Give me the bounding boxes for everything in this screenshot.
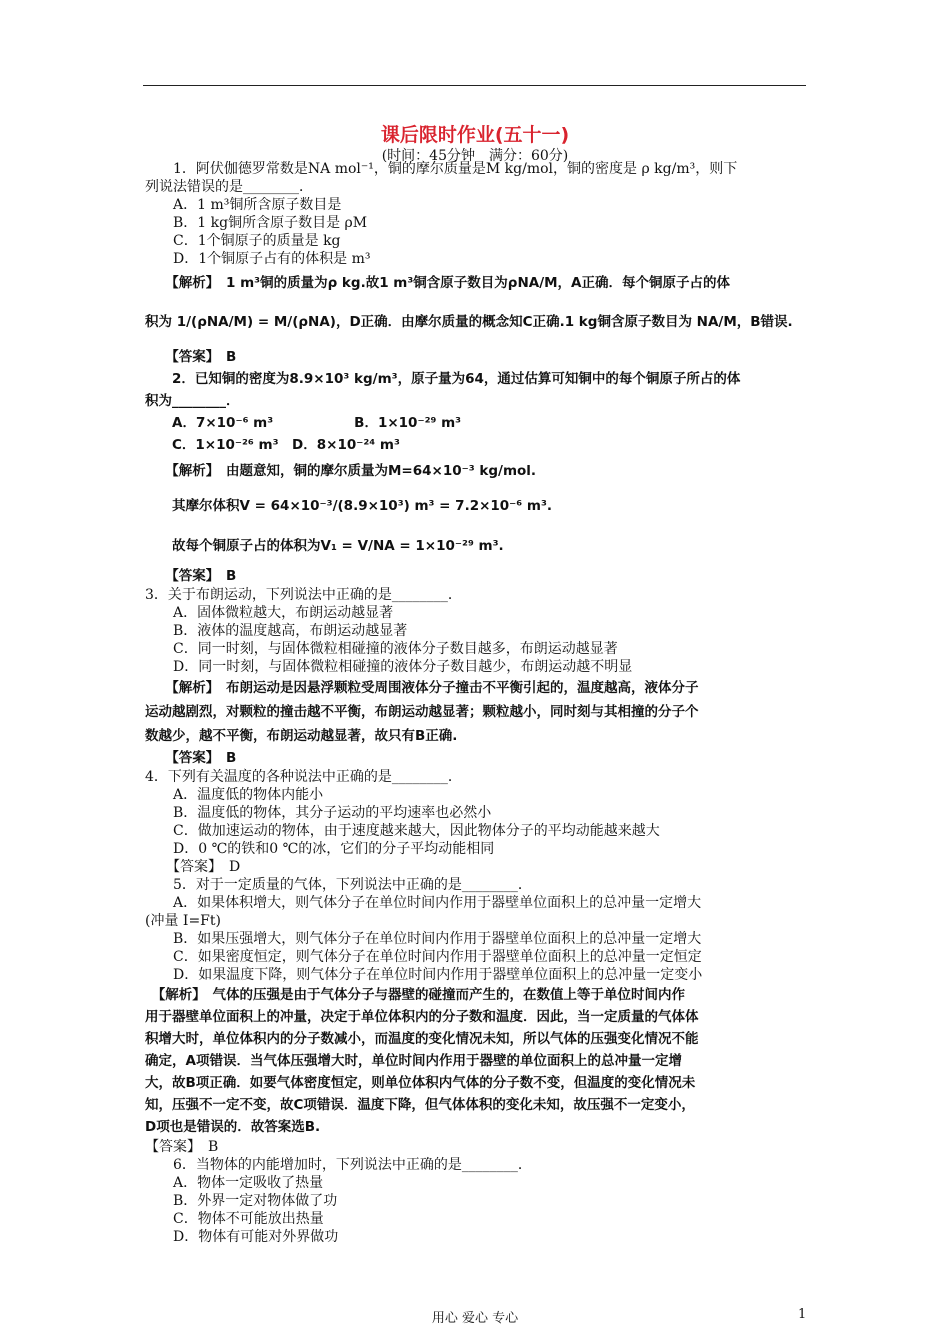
text-line: C．如果密度恒定，则气体分子在单位时间内作用于器壁单位面积上的总冲量一定恒定 (145, 949, 702, 965)
text-line: 【解析】 1 m³铜的质量为ρ kg.故1 m³铜含原子数目为ρNA/M，A正确．每个铜原子占的体 (145, 275, 731, 291)
text-line: B．1 kg铜所含原子数目是 ρM (145, 215, 368, 231)
text-line: 运动越剧烈，对颗粒的撞击越不平衡，布朗运动越显著；颗粒越小，同时刻与其相撞的分子个 (145, 704, 699, 720)
text-line: 知，压强不一定不变，故C项错误．温度下降，但气体体积的变化未知，故压强不一定变小， (145, 1097, 695, 1113)
text-line: C．1×10⁻²⁶ m³ D．8×10⁻²⁴ m³ (145, 437, 400, 453)
text-line: 大，故B项正确．如要气体密度恒定，则单位体积内气体的分子数不变，但温度的变化情况未 (145, 1075, 696, 1091)
text-line: A．7×10⁻⁶ m³ B．1×10⁻²⁹ m³ (145, 415, 462, 431)
text-line: D．0 ℃的铁和0 ℃的冰，它们的分子平均动能相同 (145, 841, 495, 857)
text-line: A．固体微粒越大，布朗运动越显著 (145, 605, 394, 621)
text-line: B．如果压强增大，则气体分子在单位时间内作用于器壁单位面积上的总冲量一定增大 (145, 931, 702, 947)
text-line: C．1个铜原子的质量是 kg (145, 233, 341, 249)
text-line: 【答案】 D (145, 859, 241, 875)
text-line: A．物体一定吸收了热量 (145, 1175, 324, 1191)
text-line: A．如果体积增大，则气体分子在单位时间内作用于器壁单位面积上的总冲量一定增大 (145, 895, 702, 911)
text-line: B．液体的温度越高，布朗运动越显著 (145, 623, 408, 639)
text-line: 数越少，越不平衡，布朗运动越显著，故只有B正确. (145, 728, 458, 744)
text-line: 积为 1/(ρNA/M) = M/(ρNA)，D正确．由摩尔质量的概念知C正确.1 kg铜含原子数目为 NA/M，B错误. (145, 314, 793, 330)
text-line: 3．关于布朗运动，下列说法中正确的是________． (145, 587, 462, 603)
text-line: C．物体不可能放出热量 (145, 1211, 324, 1227)
text-line: A．温度低的物体内能小 (145, 787, 324, 803)
text-line: D．1个铜原子占有的体积是 m³ (145, 251, 371, 267)
page-number: 1 (798, 1307, 807, 1322)
text-line: 【答案】 B (145, 1139, 219, 1155)
text-line: B．温度低的物体，其分子运动的平均速率也必然小 (145, 805, 492, 821)
text-line: B．外界一定对物体做了功 (145, 1193, 338, 1209)
text-line: 1．阿伏伽德罗常数是NA mol⁻¹，铜的摩尔质量是M kg/mol，铜的密度是 ρ kg/m³，则下 (145, 161, 738, 177)
text-line: 6．当物体的内能增加时，下列说法中正确的是________． (145, 1157, 532, 1173)
text-line: D．同一时刻，与固体微粒相碰撞的液体分子数目越少，布朗运动越不明显 (145, 659, 633, 675)
text-line: C．同一时刻，与固体微粒相碰撞的液体分子数目越多，布朗运动越显著 (145, 641, 618, 657)
text-line: C．做加速运动的物体，由于速度越来越大，因此物体分子的平均动能越来越大 (145, 823, 660, 839)
text-line: 列说法错误的是________． (145, 179, 313, 195)
text-line: 积为________． (145, 393, 240, 409)
text-line: 其摩尔体积V = 64×10⁻³/(8.9×10³) m³ = 7.2×10⁻⁶ m³. (145, 498, 553, 514)
page-title: 课后限时作业(五十一) (380, 124, 570, 146)
header-rule (143, 85, 806, 86)
text-line: 5．对于一定质量的气体，下列说法中正确的是________． (145, 877, 532, 893)
document-body (145, 160, 810, 1246)
text-line: 【答案】 B (145, 349, 237, 365)
text-line: 用于器壁单位面积上的冲量，决定于单位体积内的分子数和温度．因此，当一定质量的气体体 (145, 1009, 699, 1025)
page-footer: 用心 爱心 专心 (431, 1311, 519, 1326)
text-line: 2．已知铜的密度为8.9×10³ kg/m³，原子量为64，通过估算可知铜中的每个铜原子所占的体 (145, 371, 741, 387)
text-line: 4．下列有关温度的各种说法中正确的是________． (145, 769, 462, 785)
text-line: 【答案】 B (145, 750, 237, 766)
text-line: 【解析】 气体的压强是由于气体分子与器壁的碰撞而产生的，在数值上等于单位时间内作 (145, 987, 685, 1003)
text-line: 【答案】 B (145, 568, 237, 584)
text-line: (冲量 I=Ft) (145, 913, 221, 929)
text-line: 【解析】 由题意知，铜的摩尔质量为M=64×10⁻³ kg/mol. (145, 463, 537, 479)
text-line: D．如果温度下降，则气体分子在单位时间内作用于器壁单位面积上的总冲量一定变小 (145, 967, 703, 983)
text-line: 积增大时，单位体积内的分子数减小，而温度的变化情况未知，所以气体的压强变化情况不能 (145, 1031, 699, 1047)
text-line: 【解析】 布朗运动是因悬浮颗粒受周围液体分子撞击不平衡引起的，温度越高，液体分子 (145, 680, 699, 696)
text-line: 确定，A项错误．当气体压强增大时，单位时间内作用于器壁的单位面积上的总冲量一定增 (145, 1053, 682, 1069)
text-line: D．物体有可能对外界做功 (145, 1229, 339, 1245)
text-line: D项也是错误的．故答案选B. (145, 1119, 321, 1135)
text-line: 故每个铜原子占的体积为V₁ = V/NA = 1×10⁻²⁹ m³. (145, 538, 504, 554)
page-subtitle: (时间：45分钟 满分：60分) (381, 148, 569, 164)
text-line: A．1 m³铜所含原子数目是 (145, 197, 342, 213)
